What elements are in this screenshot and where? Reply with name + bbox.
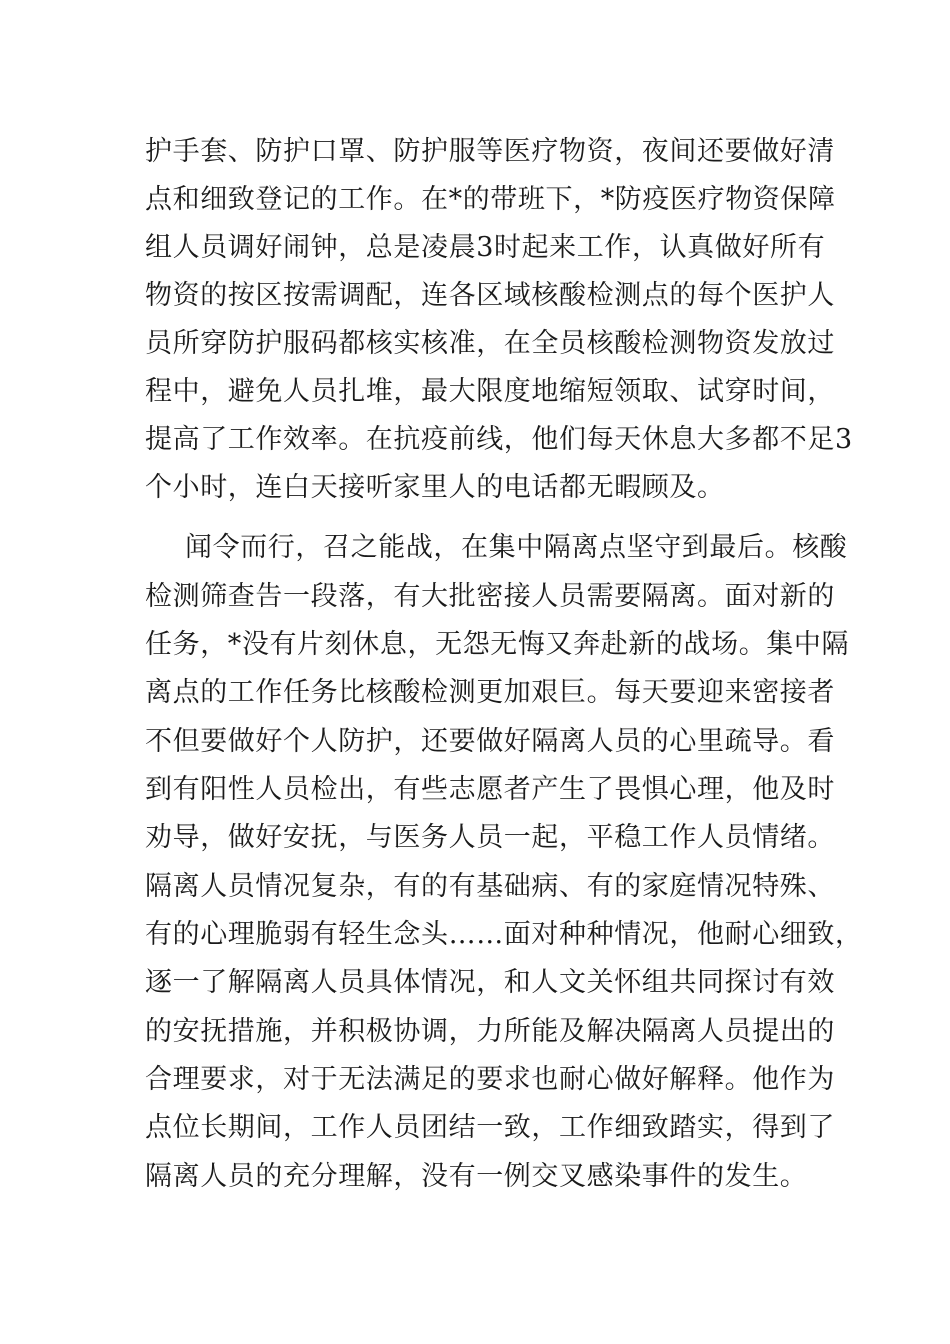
paragraph-2-line-12: 合理要求，对于无法满足的要求也耐心做好解释。他作为 bbox=[145, 1064, 835, 1095]
paragraph-2-line-2: 检测筛查告一段落，有大批密接人员需要隔离。面对新的 bbox=[145, 581, 835, 612]
paragraph-1-line-4: 物资的按区按需调配，连各区域核酸检测点的每个医护人 bbox=[145, 280, 835, 311]
paragraph-1-line-7: 提高了工作效率。在抗疫前线，他们每天休息大多都不足3 bbox=[145, 424, 853, 455]
paragraph-2-line-1: 闻令而行，召之能战，在集中隔离点坚守到最后。核酸 bbox=[185, 532, 848, 563]
paragraph-2-line-9: 有的心理脆弱有轻生念头……面对种种情况，他耐心细致， bbox=[145, 919, 863, 950]
paragraph-2-line-4: 离点的工作任务比核酸检测更加艰巨。每天要迎来密接者 bbox=[145, 677, 835, 708]
paragraph-2-line-7: 劝导，做好安抚，与医务人员一起，平稳工作人员情绪。 bbox=[145, 822, 835, 853]
paragraph-1-line-8: 个小时，连白天接听家里人的电话都无暇顾及。 bbox=[145, 472, 725, 503]
paragraph-1-line-3: 组人员调好闹钟，总是凌晨3时起来工作，认真做好所有 bbox=[145, 232, 826, 263]
paragraph-1-line-1: 护手套、防护口罩、防护服等医疗物资，夜间还要做好清 bbox=[145, 136, 835, 167]
paragraph-1-line-5: 员所穿防护服码都核实核准，在全员核酸检测物资发放过 bbox=[145, 328, 835, 359]
paragraph-2-line-14: 隔离人员的充分理解，没有一例交叉感染事件的发生。 bbox=[145, 1161, 808, 1192]
paragraph-2-line-5: 不但要做好个人防护，还要做好隔离人员的心里疏导。看 bbox=[145, 726, 835, 757]
paragraph-2-line-6: 到有阳性人员检出，有些志愿者产生了畏惧心理，他及时 bbox=[145, 774, 835, 805]
paragraph-2-line-13: 点位长期间，工作人员团结一致，工作细致踏实，得到了 bbox=[145, 1112, 835, 1143]
paragraph-2-line-3: 任务，*没有片刻休息，无怨无悔又奔赴新的战场。集中隔 bbox=[145, 629, 850, 660]
paragraph-2-line-8: 隔离人员情况复杂，有的有基础病、有的家庭情况特殊、 bbox=[145, 871, 835, 902]
paragraph-2-line-11: 的安抚措施，并积极协调，力所能及解决隔离人员提出的 bbox=[145, 1016, 835, 1047]
paragraph-1-line-2: 点和细致登记的工作。在*的带班下，*防疫医疗物资保障 bbox=[145, 184, 836, 215]
paragraph-2-line-10: 逐一了解隔离人员具体情况，和人文关怀组共同探讨有效 bbox=[145, 967, 835, 998]
paragraph-1-line-6: 程中，避免人员扎堆，最大限度地缩短领取、试穿时间， bbox=[145, 376, 835, 407]
